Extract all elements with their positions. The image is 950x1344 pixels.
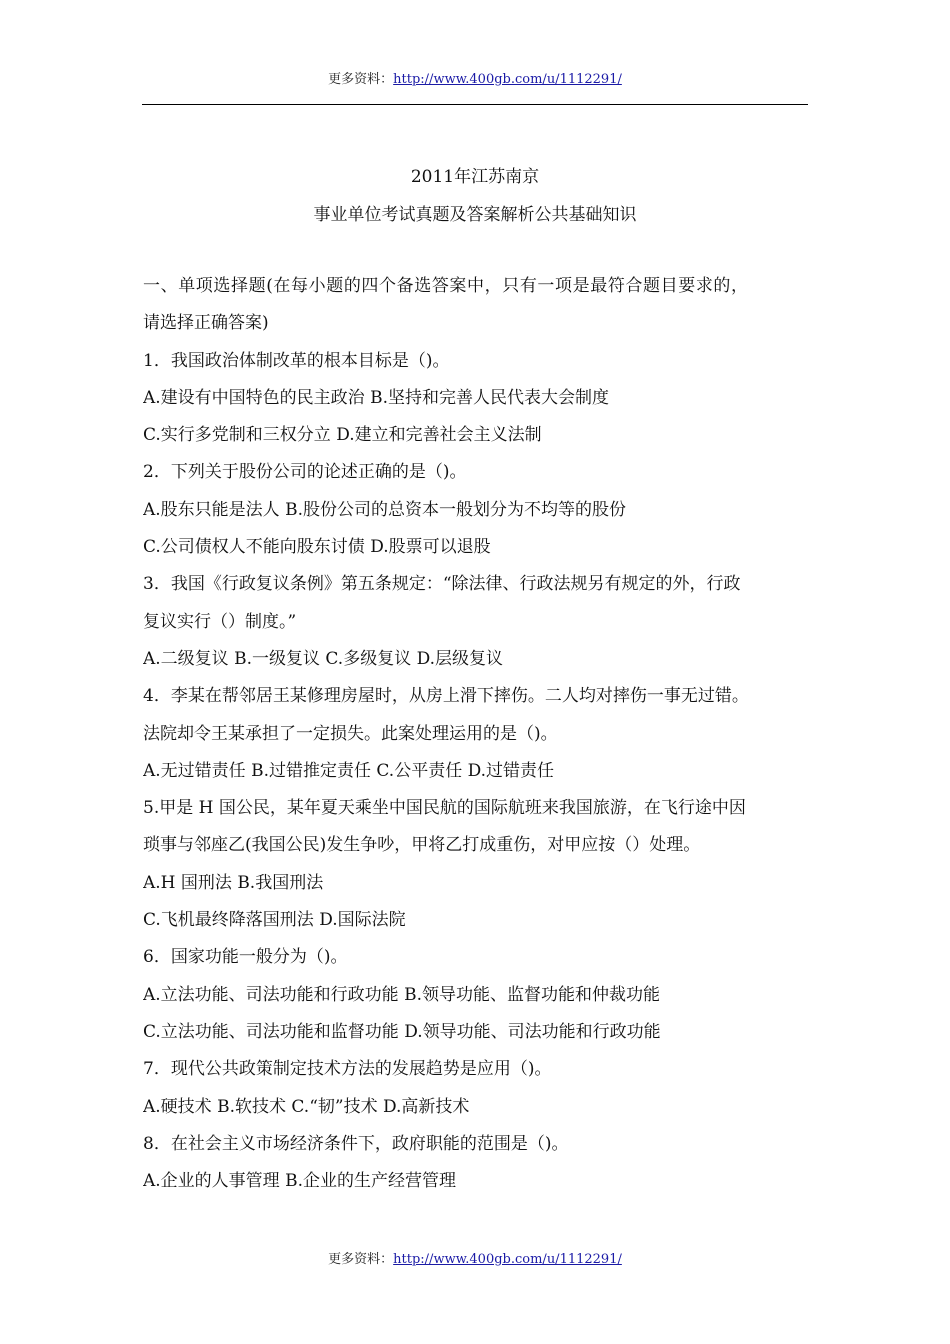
document-title-line1: 2011年江苏南京: [410, 167, 540, 187]
question-4-options: A.无过错责任 B.过错推定责任 C.公平责任 D.过错责任: [143, 760, 555, 781]
question-3-options: A.二级复议 B.一级复议 C.多级复议 D.层级复议: [143, 648, 504, 669]
page-header: [0, 68, 950, 87]
question-6: 6．国家功能一般分为（)。: [143, 947, 348, 968]
question-2: 2．下列关于股份公司的论述正确的是（)。: [143, 462, 467, 483]
question-3: 复议实行（）制度。”: [143, 611, 297, 632]
document-body: [143, 268, 811, 1200]
question-5-options: A.H 国刑法 B.我国刑法: [143, 872, 324, 893]
question-7-options: A.硬技术 B.软技术 C.“韧”技术 D.高新技术: [143, 1096, 470, 1117]
header-rule: [142, 104, 808, 105]
question-8-options: A.企业的人事管理 B.企业的生产经营管理: [143, 1171, 456, 1192]
footer-link[interactable]: http://www.400gb.com/u/1112291/: [393, 1252, 622, 1267]
question-2-options: C.公司债权人不能向股东讨债 D.股票可以退股: [143, 537, 491, 558]
question-7: 7．现代公共政策制定技术方法的发展趋势是应用（)。: [143, 1059, 552, 1080]
question-2-options: A.股东只能是法人 B.股份公司的总资本一般划分为不均等的股份: [143, 499, 626, 520]
question-5: 5.甲是 H 国公民，某年夏天乘坐中国民航的国际航班来我国旅游，在飞行途中因: [143, 798, 746, 819]
header-link[interactable]: http://www.400gb.com/u/1112291/: [393, 72, 622, 87]
header-prefix: 更多资料：: [328, 72, 394, 87]
document-title-line2: 事业单位考试真题及答案解析公共基础知识: [313, 205, 637, 225]
section-heading-line: 一、单项选择题(在每小题的四个备选答案中，只有一项是最符合题目要求的，: [143, 276, 749, 296]
section-heading-line: 请选择正确答案): [143, 313, 269, 334]
question-1-options: A.建设有中国特色的民主政治 B.坚持和完善人民代表大会制度: [143, 387, 609, 408]
question-5-options: C.飞机最终降落国刑法 D.国际法院: [143, 910, 406, 931]
question-4: 4．李某在帮邻居王某修理房屋时，从房上滑下摔伤。二人均对摔伤一事无过错。: [143, 686, 749, 707]
question-8: 8．在社会主义市场经济条件下，政府职能的范围是（)。: [143, 1133, 569, 1154]
question-3: 3．我国《行政复议条例》第五条规定：“除法律、行政法规另有规定的外，行政: [143, 574, 741, 595]
question-5: 琐事与邻座乙(我国公民)发生争吵，甲将乙打成重伤，对甲应按（）处理。: [143, 835, 701, 856]
footer-prefix: 更多资料：: [328, 1252, 394, 1267]
question-1-options: C.实行多党制和三权分立 D.建立和完善社会主义法制: [143, 425, 542, 446]
question-6-options: C.立法功能、司法功能和监督功能 D.领导功能、司法功能和行政功能: [143, 1021, 661, 1042]
question-4: 法院却令王某承担了一定损失。此案处理运用的是（)。: [143, 723, 558, 744]
question-1: 1．我国政治体制改革的根本目标是（)。: [143, 350, 450, 371]
question-6-options: A.立法功能、司法功能和行政功能 B.领导功能、监督功能和仲裁功能: [143, 984, 660, 1005]
page-footer: [0, 1248, 950, 1267]
